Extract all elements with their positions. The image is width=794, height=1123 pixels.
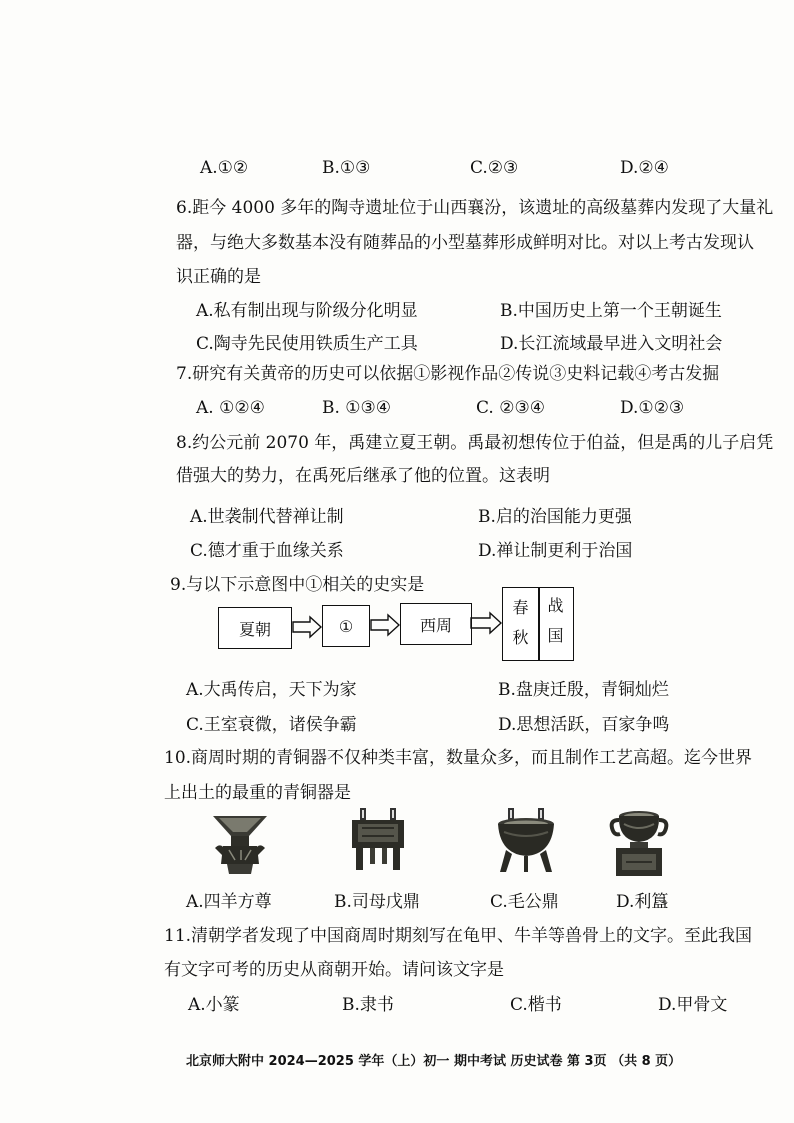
q9-stem: 9.与以下示意图中①相关的史实是 xyxy=(170,575,425,595)
four-ram-square-zun-icon xyxy=(205,812,275,878)
q11-option-d[interactable]: D.甲骨文 xyxy=(658,995,728,1015)
q7-stem: 7.研究有关黄帝的历史可以依据①影视作品②传说③史料记载④考古发掘 xyxy=(176,364,720,384)
maogong-ding-icon xyxy=(490,806,562,876)
q9-option-c[interactable]: C.王室衰微，诸侯争霸 xyxy=(186,715,357,735)
q9-option-d[interactable]: D.思想活跃，百家争鸣 xyxy=(498,715,670,735)
q11-option-b[interactable]: B.隶书 xyxy=(342,995,394,1015)
char-chun: 春 xyxy=(512,598,529,617)
q9-option-b[interactable]: B.盘庚迁殷，青铜灿烂 xyxy=(498,680,669,700)
q5-option-b[interactable]: B.①③ xyxy=(322,158,371,178)
arrow-icon xyxy=(292,615,322,639)
q7-option-a[interactable]: A. ①②④ xyxy=(196,398,265,418)
q8-stem-line-1: 8.约公元前 2070 年，禹建立夏王朝。禹最初想传位于伯益，但是禹的儿子启凭 xyxy=(176,433,774,453)
char-zhan: 战 xyxy=(547,596,564,615)
q10-stem-line-2: 上出土的最重的青铜器是 xyxy=(164,783,351,803)
q8-option-b[interactable]: B.启的治国能力更强 xyxy=(478,507,632,527)
diagram-box-xia: 夏朝 xyxy=(218,607,292,649)
q9-option-a[interactable]: A.大禹传启，天下为家 xyxy=(186,680,357,700)
q11-option-a[interactable]: A.小篆 xyxy=(188,995,240,1015)
simuwu-ding-icon xyxy=(346,806,410,872)
q7-option-c[interactable]: C. ②③④ xyxy=(476,398,545,418)
arrow-icon xyxy=(370,613,400,637)
q5-option-d[interactable]: D.②④ xyxy=(620,158,669,178)
q6-stem-line-1: 6.距今 4000 多年的陶寺遗址位于山西襄汾，该遗址的高级墓葬内发现了大量礼 xyxy=(176,198,774,218)
q5-option-c[interactable]: C.②③ xyxy=(470,158,519,178)
q10-stem-line-1: 10.商周时期的青铜器不仅种类丰富，数量众多，而且制作工艺高超。迄今世界 xyxy=(164,748,753,768)
q7-option-d[interactable]: D.①②③ xyxy=(620,398,685,418)
q8-stem-line-2: 借强大的势力，在禹死后继承了他的位置。这表明 xyxy=(176,466,550,486)
q6-stem-line-3: 识正确的是 xyxy=(176,267,261,287)
diagram-box-1: ① xyxy=(322,605,370,647)
q6-option-a[interactable]: A.私有制出现与阶级分化明显 xyxy=(196,301,418,321)
char-qiu: 秋 xyxy=(512,628,529,647)
q7-option-b[interactable]: B. ①③④ xyxy=(322,398,392,418)
q10-option-d[interactable]: D.利簋 xyxy=(616,892,669,912)
char-guo: 国 xyxy=(547,626,564,645)
q11-stem-line-2: 有文字可考的历史从商朝开始。请问该文字是 xyxy=(164,960,504,980)
arrow-icon xyxy=(470,611,502,635)
q11-option-c[interactable]: C.楷书 xyxy=(510,995,562,1015)
q8-option-a[interactable]: A.世袭制代替禅让制 xyxy=(190,507,344,527)
q5-option-a[interactable]: A.①② xyxy=(200,158,249,178)
q10-option-b[interactable]: B.司母戊鼎 xyxy=(334,892,420,912)
q10-option-a[interactable]: A.四羊方尊 xyxy=(186,892,272,912)
q8-option-c[interactable]: C.德才重于血缘关系 xyxy=(190,541,344,561)
q6-stem-line-2: 器，与绝大多数基本没有随葬品的小型墓葬形成鲜明对比。对以上考古发现认 xyxy=(176,233,754,253)
q11-stem-line-1: 11.清朝学者发现了中国商周时期刻写在龟甲、牛羊等兽骨上的文字。至此我国 xyxy=(164,926,753,946)
li-gui-icon xyxy=(608,806,670,878)
q6-option-b[interactable]: B.中国历史上第一个王朝诞生 xyxy=(500,301,722,321)
diagram-box-western-zhou: 西周 xyxy=(400,603,472,645)
cell-spring-autumn xyxy=(503,590,538,656)
q6-option-d[interactable]: D.长江流域最早进入文明社会 xyxy=(500,334,723,354)
q6-option-c[interactable]: C.陶寺先民使用铁质生产工具 xyxy=(196,334,418,354)
q10-option-c[interactable]: C.毛公鼎 xyxy=(490,892,559,912)
q8-option-d[interactable]: D.禅让制更利于治国 xyxy=(478,541,633,561)
page-footer: 北京师大附中 2024—2025 学年（上）初一 期中考试 历史试卷 第 3页 （共 8 页） xyxy=(186,1054,682,1069)
cell-warring-states xyxy=(539,588,572,654)
